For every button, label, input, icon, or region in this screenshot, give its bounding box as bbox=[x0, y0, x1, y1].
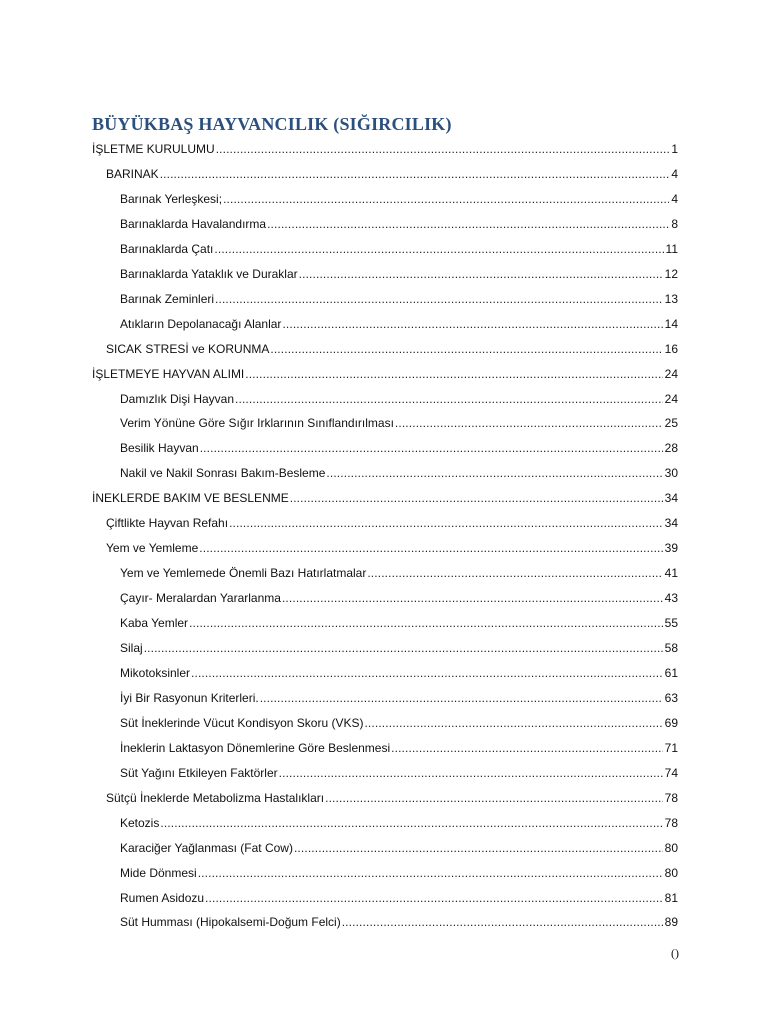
toc-entry-page-number: 89 bbox=[664, 915, 678, 930]
toc-entry-title: Karaciğer Yağlanması (Fat Cow) bbox=[120, 840, 293, 855]
toc-entry[interactable] bbox=[120, 687, 678, 705]
toc-entry[interactable] bbox=[120, 737, 678, 755]
toc-entry-title: Silaj bbox=[120, 641, 143, 655]
toc-entry-title: Süt Humması (Hipokalsemi-Doğum Felci) bbox=[120, 915, 341, 930]
toc-entry-page-number: 58 bbox=[664, 641, 678, 655]
toc-entry[interactable] bbox=[120, 911, 678, 929]
dot-leader bbox=[282, 317, 662, 331]
dot-leader bbox=[282, 591, 663, 605]
footer-page-number: () bbox=[671, 946, 679, 960]
toc-entry[interactable] bbox=[120, 862, 678, 880]
toc-entry-title: Yem ve Yemleme bbox=[106, 541, 199, 556]
toc-entry-title: Barınak Yerleşkesi; bbox=[120, 191, 223, 206]
toc-entry[interactable] bbox=[120, 313, 678, 331]
dot-leader bbox=[270, 342, 662, 356]
toc-entry-title: Barınaklarda Havalandırma bbox=[120, 216, 267, 231]
dot-leader bbox=[245, 367, 662, 381]
toc-entry[interactable] bbox=[92, 363, 678, 381]
dot-leader bbox=[325, 791, 663, 805]
dot-leader bbox=[160, 167, 670, 181]
toc-entry-title: Ketozis bbox=[120, 815, 160, 830]
toc-entry-title: Rumen Asidozu bbox=[120, 890, 205, 905]
dot-leader bbox=[191, 666, 663, 680]
toc-entry[interactable] bbox=[120, 587, 678, 605]
toc-entry-title: İNEKLERDE BAKIM VE BESLENME bbox=[92, 491, 289, 506]
dot-leader bbox=[342, 915, 663, 929]
toc-entry[interactable] bbox=[92, 487, 678, 505]
toc-entry-page-number: 80 bbox=[664, 865, 678, 880]
toc-entry[interactable] bbox=[120, 812, 678, 830]
toc-entry-title: İneklerin Laktasyon Dönemlerine Göre Beslenmesi bbox=[120, 740, 391, 755]
toc-entry-title: Damızlık Dişi Hayvan bbox=[120, 391, 235, 406]
toc-entry-title: Barınak Zeminleri bbox=[120, 291, 215, 306]
toc-entry[interactable] bbox=[120, 388, 678, 406]
toc-entry[interactable] bbox=[106, 163, 678, 181]
dot-leader bbox=[294, 841, 663, 855]
dot-leader bbox=[199, 541, 662, 555]
toc-entry-page-number: 30 bbox=[664, 466, 678, 481]
toc-entry-page-number: 71 bbox=[664, 740, 678, 755]
toc-entry-title: Süt Yağını Etkileyen Faktörler bbox=[120, 765, 278, 780]
dot-leader bbox=[326, 466, 662, 480]
dot-leader bbox=[267, 217, 669, 231]
dot-leader bbox=[205, 891, 663, 905]
dot-leader bbox=[223, 192, 669, 206]
dot-leader bbox=[214, 242, 663, 256]
toc-entry-page-number: 78 bbox=[664, 815, 678, 830]
toc-entry-title: Barınaklarda Çatı bbox=[120, 241, 214, 256]
dot-leader bbox=[299, 267, 663, 281]
toc-entry[interactable] bbox=[120, 837, 678, 855]
toc-entry-page-number: 39 bbox=[664, 541, 678, 556]
toc-entry-page-number: 13 bbox=[664, 291, 678, 306]
toc-entry-title: Sütçü İneklerde Metabolizma Hastalıkları bbox=[106, 790, 325, 805]
toc-entry-page-number: 11 bbox=[665, 241, 678, 256]
toc-entry-title: Mide Dönmesi bbox=[120, 865, 197, 880]
toc-entry-page-number: 4 bbox=[671, 166, 678, 181]
toc-entry[interactable] bbox=[120, 762, 678, 780]
toc-entry-title: Nakil ve Nakil Sonrası Bakım-Besleme bbox=[120, 466, 326, 481]
toc-entry-page-number: 81 bbox=[664, 890, 678, 905]
toc-entry[interactable] bbox=[106, 787, 678, 805]
toc-entry-page-number: 28 bbox=[664, 441, 678, 456]
dot-leader bbox=[144, 641, 663, 655]
toc-entry[interactable] bbox=[120, 712, 678, 730]
toc-entry-page-number: 55 bbox=[664, 616, 678, 631]
toc-entry-page-number: 24 bbox=[664, 366, 678, 381]
dot-leader bbox=[235, 392, 663, 406]
toc-entry-page-number: 61 bbox=[664, 665, 678, 680]
toc-entry-page-number: 14 bbox=[664, 316, 678, 331]
toc-entry[interactable] bbox=[120, 562, 678, 580]
toc-entry[interactable] bbox=[106, 338, 678, 356]
toc-entry[interactable] bbox=[120, 637, 678, 655]
toc-entry-title: Yem ve Yemlemede Önemli Bazı Hatırlatmalar bbox=[120, 566, 367, 581]
toc-entry[interactable] bbox=[92, 138, 678, 156]
toc-entry-title: SICAK STRESİ ve KORUNMA bbox=[106, 341, 270, 356]
dot-leader bbox=[215, 292, 663, 306]
toc-entry[interactable] bbox=[106, 512, 678, 530]
toc-entry[interactable] bbox=[120, 188, 678, 206]
toc-entry-page-number: 43 bbox=[664, 591, 678, 606]
toc-entry-title: BARINAK bbox=[106, 166, 159, 181]
toc-entry-page-number: 69 bbox=[664, 715, 678, 730]
dot-leader bbox=[391, 741, 663, 755]
toc-entry-title: Besilik Hayvan bbox=[120, 441, 199, 456]
toc-entry-page-number: 25 bbox=[664, 416, 678, 431]
toc-entry-title: Süt İneklerinde Vücut Kondisyon Skoru (VKS) bbox=[120, 715, 364, 730]
dot-leader bbox=[160, 816, 662, 830]
toc-entry-page-number: 24 bbox=[664, 391, 678, 406]
toc-entry-title: İŞLETME KURULUMU bbox=[92, 142, 215, 156]
toc-entry-page-number: 1 bbox=[671, 142, 678, 156]
toc-entry-title: Kaba Yemler bbox=[120, 616, 189, 631]
toc-entry-page-number: 63 bbox=[664, 690, 678, 705]
toc-entry-title: Verim Yönüne Göre Sığır Irklarının Sınıflandırılması bbox=[120, 416, 394, 431]
dot-leader bbox=[260, 691, 663, 705]
toc-entry-title: Barınaklarda Yataklık ve Duraklar bbox=[120, 266, 298, 281]
toc-entry[interactable] bbox=[106, 537, 678, 555]
toc-entry[interactable] bbox=[120, 238, 678, 256]
toc-entry-title: Çayır- Meralardan Yararlanma bbox=[120, 591, 281, 606]
dot-leader bbox=[189, 616, 663, 630]
dot-leader bbox=[216, 142, 670, 156]
dot-leader bbox=[364, 716, 662, 730]
toc-entry-page-number: 4 bbox=[671, 191, 678, 206]
toc-entry[interactable] bbox=[120, 437, 678, 455]
toc-entry-title: Atıkların Depolanacağı Alanlar bbox=[120, 316, 282, 331]
toc-entry-page-number: 34 bbox=[664, 516, 678, 531]
toc-entry[interactable] bbox=[120, 612, 678, 630]
toc-entry-page-number: 74 bbox=[664, 765, 678, 780]
toc-entry-title: İyi Bir Rasyonun Kriterleri. bbox=[120, 690, 259, 705]
toc-entry[interactable] bbox=[120, 662, 678, 680]
page-title: BÜYÜKBAŞ HAYVANCILIK (SIĞIRCILIK) bbox=[92, 114, 452, 134]
toc-entry-page-number: 34 bbox=[664, 491, 678, 506]
toc-entry[interactable] bbox=[120, 213, 678, 231]
dot-leader bbox=[279, 766, 663, 780]
toc-entry-page-number: 16 bbox=[664, 341, 678, 356]
dot-leader bbox=[290, 491, 663, 505]
dot-leader bbox=[395, 416, 663, 430]
toc-entry-page-number: 41 bbox=[664, 566, 678, 581]
toc-entry-page-number: 12 bbox=[664, 266, 678, 281]
toc-entry-page-number: 8 bbox=[671, 216, 678, 231]
toc-entry-title: İŞLETMEYE HAYVAN ALIMI bbox=[92, 366, 245, 381]
dot-leader bbox=[200, 441, 663, 455]
toc-entry[interactable] bbox=[120, 412, 678, 430]
dot-leader bbox=[229, 516, 663, 530]
toc-entry[interactable] bbox=[120, 462, 678, 480]
toc-entry-title: Çiftlikte Hayvan Refahı bbox=[106, 516, 229, 531]
toc-entry-page-number: 80 bbox=[664, 840, 678, 855]
toc-entry[interactable] bbox=[120, 887, 678, 905]
dot-leader bbox=[198, 866, 663, 880]
toc-entry[interactable] bbox=[120, 288, 678, 306]
toc-entry-title: Mikotoksinler bbox=[120, 665, 191, 680]
dot-leader bbox=[367, 566, 662, 580]
toc-entry[interactable] bbox=[120, 263, 678, 281]
toc-entry-page-number: 78 bbox=[664, 790, 678, 805]
